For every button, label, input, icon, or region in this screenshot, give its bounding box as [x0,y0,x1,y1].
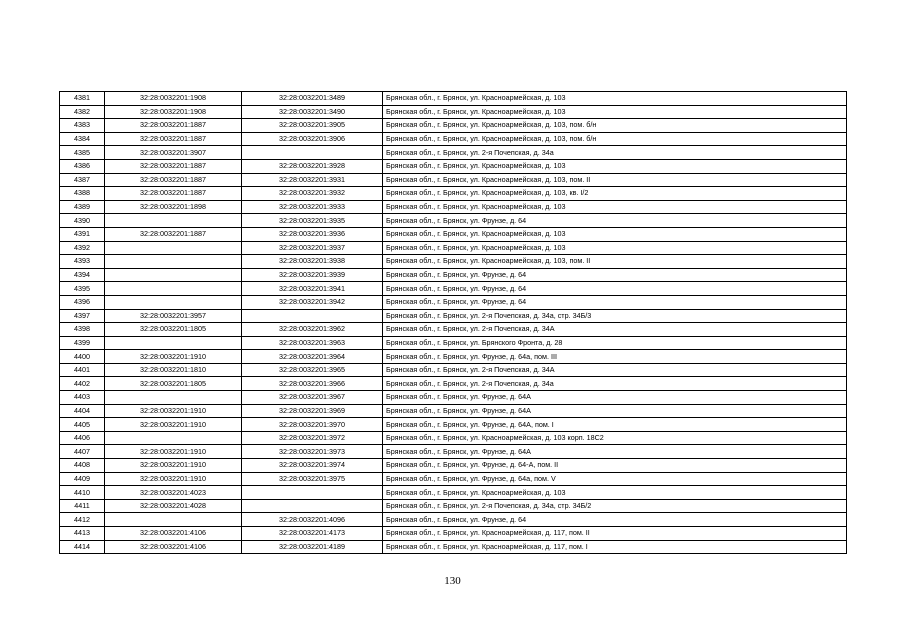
row-number-cell: 4381 [60,92,105,106]
object-cadastral-number-cell: 32:28:0032201:3928 [242,159,383,173]
table-row [60,391,847,405]
table-row [60,132,847,146]
table-row [60,187,847,201]
row-number-cell: 4395 [60,282,105,296]
cadastral-number-cell [105,431,242,445]
row-number-cell: 4383 [60,119,105,133]
row-number-cell: 4410 [60,486,105,500]
row-number-cell: 4389 [60,200,105,214]
row-number-cell: 4394 [60,268,105,282]
cadastral-number-cell: 32:28:0032201:1887 [105,132,242,146]
cadastral-number-cell [105,391,242,405]
cadastral-number-cell: 32:28:0032201:1910 [105,445,242,459]
object-cadastral-number-cell: 32:28:0032201:3970 [242,418,383,432]
table-row [60,295,847,309]
table-row [60,241,847,255]
table-row [60,119,847,133]
row-number-cell: 4384 [60,132,105,146]
address-cell: Брянская обл., г. Брянск, ул. Красноармейская, д. 103 корп. 18С2 [383,431,847,445]
table-row [60,146,847,160]
cadastral-number-cell: 32:28:0032201:1887 [105,227,242,241]
cadastral-number-cell [105,268,242,282]
address-cell: Брянская обл., г. Брянск, ул. 2-я Почепская, д. 34а, стр. 34Б/2 [383,499,847,513]
address-cell: Брянская обл., г. Брянск, ул. 2-я Почепская, д. 34а [383,146,847,160]
row-number-cell: 4407 [60,445,105,459]
address-cell: Брянская обл., г. Брянск, ул. Красноармейская, д. 117, пом. I [383,540,847,554]
row-number-cell: 4408 [60,459,105,473]
row-number-cell: 4414 [60,540,105,554]
table-row [60,336,847,350]
row-number-cell: 4402 [60,377,105,391]
table-row [60,323,847,337]
table-row [60,173,847,187]
object-cadastral-number-cell: 32:28:0032201:4173 [242,527,383,541]
address-cell: Брянская обл., г. Брянск, ул. 2-я Почепская, д. 34А [383,323,847,337]
table-row [60,499,847,513]
object-cadastral-number-cell: 32:28:0032201:3965 [242,363,383,377]
row-number-cell: 4392 [60,241,105,255]
table-row [60,255,847,269]
address-cell: Брянская обл., г. Брянск, ул. Красноармейская, д. 103 [383,241,847,255]
object-cadastral-number-cell: 32:28:0032201:4096 [242,513,383,527]
address-cell: Брянская обл., г. Брянск, ул. Фрунзе, д. 64 [383,214,847,228]
address-cell: Брянская обл., г. Брянск, ул. 2-я Почепская, д. 34а [383,377,847,391]
table-row [60,227,847,241]
address-cell: Брянская обл., г. Брянск, ул. Красноармейская, д. 103, пом. б/н [383,132,847,146]
address-cell: Брянская обл., г. Брянск, ул. 2-я Почепская, д. 34А [383,363,847,377]
object-cadastral-number-cell: 32:28:0032201:3967 [242,391,383,405]
object-cadastral-number-cell: 32:28:0032201:3975 [242,472,383,486]
object-cadastral-number-cell: 32:28:0032201:3969 [242,404,383,418]
table-row [60,445,847,459]
address-cell: Брянская обл., г. Брянск, ул. Фрунзе, д. 64А [383,404,847,418]
object-cadastral-number-cell [242,486,383,500]
table-row [60,159,847,173]
table-row [60,540,847,554]
address-cell: Брянская обл., г. Брянск, ул. Фрунзе, д. 64 [383,513,847,527]
object-cadastral-number-cell: 32:28:0032201:3905 [242,119,383,133]
cadastral-number-cell: 32:28:0032201:1887 [105,159,242,173]
table-row [60,527,847,541]
table-row [60,105,847,119]
address-cell: Брянская обл., г. Брянск, ул. Красноармейская, д. 103 [383,200,847,214]
cadastral-number-cell: 32:28:0032201:1908 [105,105,242,119]
object-cadastral-number-cell: 32:28:0032201:3972 [242,431,383,445]
cadastral-number-cell [105,241,242,255]
object-cadastral-number-cell: 32:28:0032201:3939 [242,268,383,282]
address-cell: Брянская обл., г. Брянск, ул. Красноармейская, д. 103 [383,486,847,500]
cadastral-number-cell: 32:28:0032201:1910 [105,350,242,364]
address-cell: Брянская обл., г. Брянск, ул. Фрунзе, д. 64А [383,445,847,459]
cadastral-number-cell: 32:28:0032201:3907 [105,146,242,160]
cadastral-number-cell: 32:28:0032201:3957 [105,309,242,323]
cadastral-number-cell: 32:28:0032201:1805 [105,323,242,337]
table-row [60,214,847,228]
object-cadastral-number-cell: 32:28:0032201:3942 [242,295,383,309]
table-row [60,404,847,418]
object-cadastral-number-cell [242,499,383,513]
row-number-cell: 4403 [60,391,105,405]
cadastral-number-cell: 32:28:0032201:4028 [105,499,242,513]
cadastral-number-cell [105,255,242,269]
object-cadastral-number-cell: 32:28:0032201:3973 [242,445,383,459]
row-number-cell: 4390 [60,214,105,228]
table-row [60,486,847,500]
row-number-cell: 4388 [60,187,105,201]
address-cell: Брянская обл., г. Брянск, ул. Фрунзе, д. 64а, пом. V [383,472,847,486]
row-number-cell: 4400 [60,350,105,364]
row-number-cell: 4393 [60,255,105,269]
object-cadastral-number-cell: 32:28:0032201:3938 [242,255,383,269]
object-cadastral-number-cell: 32:28:0032201:3937 [242,241,383,255]
address-cell: Брянская обл., г. Брянск, ул. Фрунзе, д. 64а, пом. III [383,350,847,364]
table-row [60,92,847,106]
cadastral-number-cell: 32:28:0032201:1910 [105,418,242,432]
cadastral-number-cell [105,336,242,350]
address-cell: Брянская обл., г. Брянск, ул. Фрунзе, д. 64 [383,268,847,282]
object-cadastral-number-cell [242,146,383,160]
row-number-cell: 4387 [60,173,105,187]
table-row [60,418,847,432]
row-number-cell: 4409 [60,472,105,486]
cadastral-number-cell [105,282,242,296]
row-number-cell: 4401 [60,363,105,377]
cadastral-number-cell: 32:28:0032201:4106 [105,527,242,541]
object-cadastral-number-cell: 32:28:0032201:3489 [242,92,383,106]
row-number-cell: 4398 [60,323,105,337]
table-row [60,350,847,364]
address-cell: Брянская обл., г. Брянск, ул. Красноармейская, д. 103, пом. II [383,255,847,269]
address-cell: Брянская обл., г. Брянск, ул. Фрунзе, д. 64-А, пом. II [383,459,847,473]
row-number-cell: 4405 [60,418,105,432]
table-row [60,431,847,445]
object-cadastral-number-cell: 32:28:0032201:3941 [242,282,383,296]
cadastral-number-cell: 32:28:0032201:1910 [105,459,242,473]
row-number-cell: 4391 [60,227,105,241]
cadastral-number-cell: 32:28:0032201:1908 [105,92,242,106]
object-cadastral-number-cell: 32:28:0032201:3966 [242,377,383,391]
table-row [60,282,847,296]
cadastral-number-cell: 32:28:0032201:1887 [105,173,242,187]
address-cell: Брянская обл., г. Брянск, ул. Красноармейская, д. 103, пом. II [383,173,847,187]
object-cadastral-number-cell: 32:28:0032201:3974 [242,459,383,473]
object-cadastral-number-cell: 32:28:0032201:3490 [242,105,383,119]
cadastral-number-cell: 32:28:0032201:1810 [105,363,242,377]
row-number-cell: 4412 [60,513,105,527]
address-cell: Брянская обл., г. Брянск, ул. Красноармейская, д. 103, пом. б/н [383,119,847,133]
object-cadastral-number-cell: 32:28:0032201:4189 [242,540,383,554]
address-cell: Брянская обл., г. Брянск, ул. 2-я Почепская, д. 34а, стр. 34Б/3 [383,309,847,323]
address-cell: Брянская обл., г. Брянск, ул. Красноармейская, д. 103, кв. I/2 [383,187,847,201]
row-number-cell: 4396 [60,295,105,309]
object-cadastral-number-cell: 32:28:0032201:3964 [242,350,383,364]
page-number: 130 [444,575,461,587]
cadastral-number-cell [105,295,242,309]
table-row [60,363,847,377]
address-cell: Брянская обл., г. Брянск, ул. Красноармейская, д. 103 [383,227,847,241]
object-cadastral-number-cell: 32:28:0032201:3906 [242,132,383,146]
cadastral-number-cell: 32:28:0032201:1887 [105,187,242,201]
object-cadastral-number-cell: 32:28:0032201:3962 [242,323,383,337]
object-cadastral-number-cell: 32:28:0032201:3931 [242,173,383,187]
table-row [60,459,847,473]
table-row [60,377,847,391]
row-number-cell: 4397 [60,309,105,323]
cadastral-number-cell [105,214,242,228]
address-cell: Брянская обл., г. Брянск, ул. Фрунзе, д. 64А [383,391,847,405]
cadastral-number-cell: 32:28:0032201:4023 [105,486,242,500]
cadastral-number-cell: 32:28:0032201:4106 [105,540,242,554]
address-cell: Брянская обл., г. Брянск, ул. Брянского Фронта, д. 28 [383,336,847,350]
address-cell: Брянская обл., г. Брянск, ул. Красноармейская, д. 117, пом. II [383,527,847,541]
cadastral-number-cell [105,513,242,527]
row-number-cell: 4386 [60,159,105,173]
registry-table-body [60,92,847,554]
row-number-cell: 4385 [60,146,105,160]
object-cadastral-number-cell: 32:28:0032201:3963 [242,336,383,350]
row-number-cell: 4406 [60,431,105,445]
table-row [60,309,847,323]
object-cadastral-number-cell: 32:28:0032201:3933 [242,200,383,214]
address-cell: Брянская обл., г. Брянск, ул. Красноармейская, д. 103 [383,105,847,119]
cadastral-number-cell: 32:28:0032201:1898 [105,200,242,214]
cadastral-number-cell: 32:28:0032201:1887 [105,119,242,133]
cadastral-number-cell: 32:28:0032201:1805 [105,377,242,391]
table-row [60,268,847,282]
row-number-cell: 4382 [60,105,105,119]
row-number-cell: 4413 [60,527,105,541]
address-cell: Брянская обл., г. Брянск, ул. Красноармейская, д. 103 [383,159,847,173]
row-number-cell: 4411 [60,499,105,513]
object-cadastral-number-cell: 32:28:0032201:3932 [242,187,383,201]
table-row [60,200,847,214]
address-cell: Брянская обл., г. Брянск, ул. Фрунзе, д. 64 [383,282,847,296]
row-number-cell: 4404 [60,404,105,418]
registry-table [59,91,847,554]
table-row [60,472,847,486]
object-cadastral-number-cell: 32:28:0032201:3936 [242,227,383,241]
table-row [60,513,847,527]
row-number-cell: 4399 [60,336,105,350]
address-cell: Брянская обл., г. Брянск, ул. Фрунзе, д. 64 [383,295,847,309]
cadastral-number-cell: 32:28:0032201:1910 [105,404,242,418]
cadastral-number-cell: 32:28:0032201:1910 [105,472,242,486]
object-cadastral-number-cell: 32:28:0032201:3935 [242,214,383,228]
address-cell: Брянская обл., г. Брянск, ул. Красноармейская, д. 103 [383,92,847,106]
address-cell: Брянская обл., г. Брянск, ул. Фрунзе, д. 64А, пом. I [383,418,847,432]
object-cadastral-number-cell [242,309,383,323]
